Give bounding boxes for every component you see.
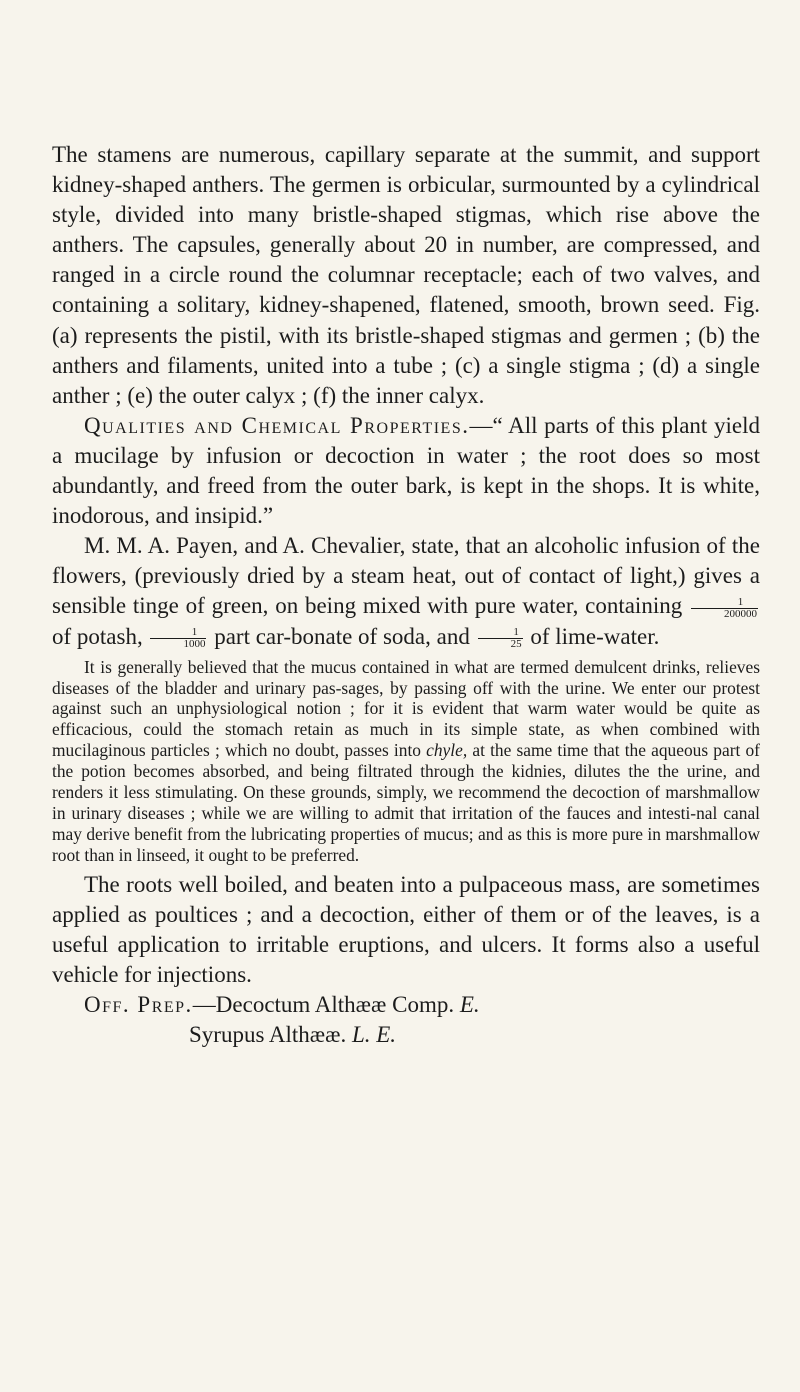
note-text-2: at the same time that the aqueous part of the potion becomes absorbed, and being filtrated through the kidnies, dilutes the the urine, and renders it less stimulating. On these grounds, simply, we recommend the decoction of marshmallow in urinary diseases ; while we are willing to admit that irritation of the fauces and intesti-nal canal may derive benefit from the lubricating properties of mucus; and as this is more pure in marshmallow root than in linseed, it ought to be preferred.: [52, 740, 760, 865]
payen-text-4: of lime-water.: [530, 623, 660, 649]
fraction-soda: [150, 627, 206, 650]
payen-paragraph: [52, 531, 760, 651]
figure-caption-text: Fig. (a) represents the pistil, with its bristle-shaped stigmas and germen ; (b) the anthers and filaments, united into a tube ; (c) a single stigma ; (d) a single anther ; (e) the outer calyx ; (f) the inner calyx.: [52, 292, 760, 408]
mucus-note-paragraph: [52, 657, 760, 866]
fraction-numerator: 1: [150, 627, 206, 639]
qualities-text: —“ All parts of this plant yield a mucilage by infusion or decoction in water ; the root does so most abundantly, and freed from the outer bark, is kept in the shops. It is white, inodorous, and insipid.”: [52, 412, 760, 529]
prep-decoctum-pharmacopoeia: E.: [459, 992, 480, 1018]
fraction-denominator: 1000: [183, 637, 206, 650]
prep-decoctum: —Decoctum Althææ Comp.: [192, 992, 455, 1018]
description-text: The stamens are numerous, capillary separate at the summit, and support kidney-shaped anthers. The germen is orbicular, surmounted by a cylindrical style, divided into many bristle-shaped stigmas, which rise above the anthers. The capsules, generally about 20 in number, are compressed, and ranged in a circle round the columnar receptacle; each of two valves, and containing a solitary, kidney-shapened, flatened, smooth, brown seed.: [52, 142, 760, 318]
note-text-1: It is generally believed that the mucus contained in what are termed demulcent drinks, relieves diseases of the bladder and urinary pas-sages, by passing off with the urine. We enter our protest against such an unphysiological notion ; for it is evident that warm water would be quite as efficacious, could the stomach retain as much in its simple state, as when combined with mucilaginous particles ; which no doubt, passes into: [52, 656, 760, 761]
qualities-paragraph: [52, 411, 760, 531]
fraction-numerator: 1: [691, 597, 758, 609]
off-prep-heading: Off. Prep.: [84, 992, 193, 1018]
prep-syrupus: Syrupus Althææ.: [189, 1022, 347, 1048]
fraction-lime: [478, 627, 523, 650]
note-chyle: chyle,: [426, 740, 468, 761]
off-prep-line: [52, 990, 760, 1020]
fraction-numerator: 1: [478, 627, 523, 639]
roots-paragraph: [52, 870, 760, 990]
payen-text-2: of potash,: [52, 623, 143, 649]
roots-text: The roots well boiled, and beaten into a pulpaceous mass, are sometimes applied as poultices ; and a decoction, either of them or of the leaves, is a useful application to irritable eruptions, and ulcers. It forms also a useful vehicle for injections.: [52, 871, 760, 987]
prep-syrupus-pharmacopoeia: L. E.: [351, 1022, 397, 1048]
qualities-heading: Qualities and Chemical Properties.: [84, 412, 470, 438]
fraction-denominator: 25: [510, 637, 522, 650]
payen-text-1: M. M. A. Payen, and A. Chevalier, state, that an alcoholic infusion of the flowers, (previously dried by a steam heat, out of contact of light,) gives a sensible tinge of green, on being mixed with pure water, containing: [52, 533, 760, 619]
description-paragraph: [52, 140, 760, 411]
fraction-potash: [691, 597, 758, 620]
fraction-denominator: 200000: [724, 607, 757, 620]
syrupus-line: [52, 1020, 760, 1050]
payen-text-3: part car-bonate of soda, and: [214, 623, 470, 649]
